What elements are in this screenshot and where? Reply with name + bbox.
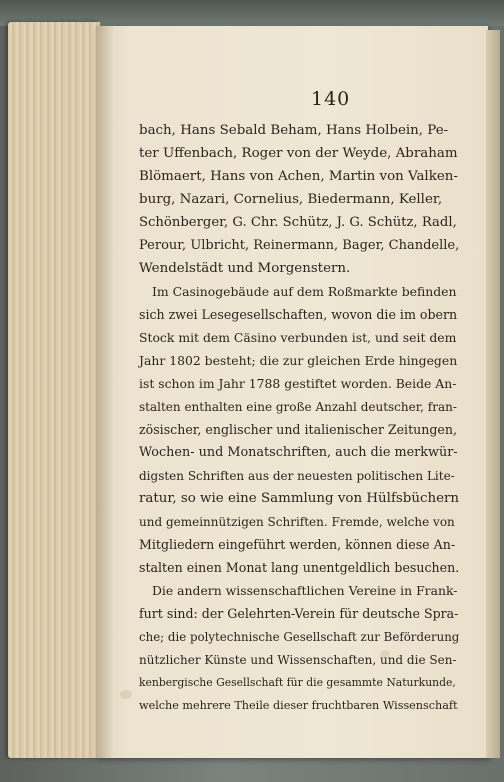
text-line: che; die polytechnische Gesellschaft zur Beförderung (139, 630, 460, 644)
text-line: und gemeinnützigen Schriften. Fremde, welche von (139, 515, 455, 529)
text-line: ter Uffenbach, Roger von der Weyde, Abraham (139, 146, 458, 161)
page-number: 140 (311, 88, 351, 110)
text-line: bach, Hans Sebald Beham, Hans Holbein, Pe- (139, 123, 449, 138)
text-line: Blömaert, Hans von Achen, Martin von Valken- (139, 169, 458, 184)
text-line: digsten Schriften aus der neuesten politischen Lite- (139, 469, 455, 483)
text-line: furt sind: der Gelehrten-Verein für deutsche Spra- (139, 606, 459, 621)
text-line: burg, Nazari, Cornelius, Biedermann, Keller, (139, 192, 443, 207)
text-line: Die andern wissenschaftlichen Vereine in Frank- (152, 583, 458, 598)
text-line: nützlicher Künste und Wissenschaften, und die Sen- (139, 653, 457, 667)
text-line: ratur, so wie eine Sammlung von Hülfsbüchern (139, 491, 460, 506)
text-line: Wochen- und Monatschriften, auch die merkwür- (139, 445, 458, 460)
text-line: kenbergische Gesellschaft für die gesammte Naturkunde, (139, 676, 456, 689)
text-line: Perour, Ulbricht, Reinermann, Bager, Chandelle, (139, 238, 460, 253)
text-line: Im Casinogebäude auf dem Roßmarkte befinden (152, 284, 457, 299)
paper-stain (120, 690, 132, 699)
text-line: Schönberger, G. Chr. Schütz, J. G. Schütz, Radl, (139, 215, 457, 230)
text-line: Mitgliedern eingeführt werden, können diese An- (139, 537, 456, 552)
text-line: stalten enthalten eine große Anzahl deutscher, fran- (139, 400, 457, 414)
text-line: Jahr 1802 besteht; die zur gleichen Erde hingegen (139, 353, 458, 368)
text-line: welche mehrere Theile dieser fruchtbaren Wissenschaft (139, 699, 458, 712)
text-line: stalten einen Monat lang unentgeldlich besuchen. (139, 560, 460, 575)
text-line: sich zwei Lesegesellschaften, wovon die im obern (139, 307, 458, 322)
page-right-edge (486, 30, 500, 758)
spine-shadow (96, 26, 114, 758)
text-line: Stock mit dem Cäsino verbunden ist, und seit dem (139, 330, 457, 345)
text-line: ist schon im Jahr 1788 gestiftet worden. Beide An- (139, 376, 457, 391)
text-line: Wendelstädt und Morgenstern. (139, 261, 351, 276)
page-edge-stack (8, 22, 100, 758)
text-line: zösischer, englischer und italienischer Zeitungen, (139, 422, 457, 437)
